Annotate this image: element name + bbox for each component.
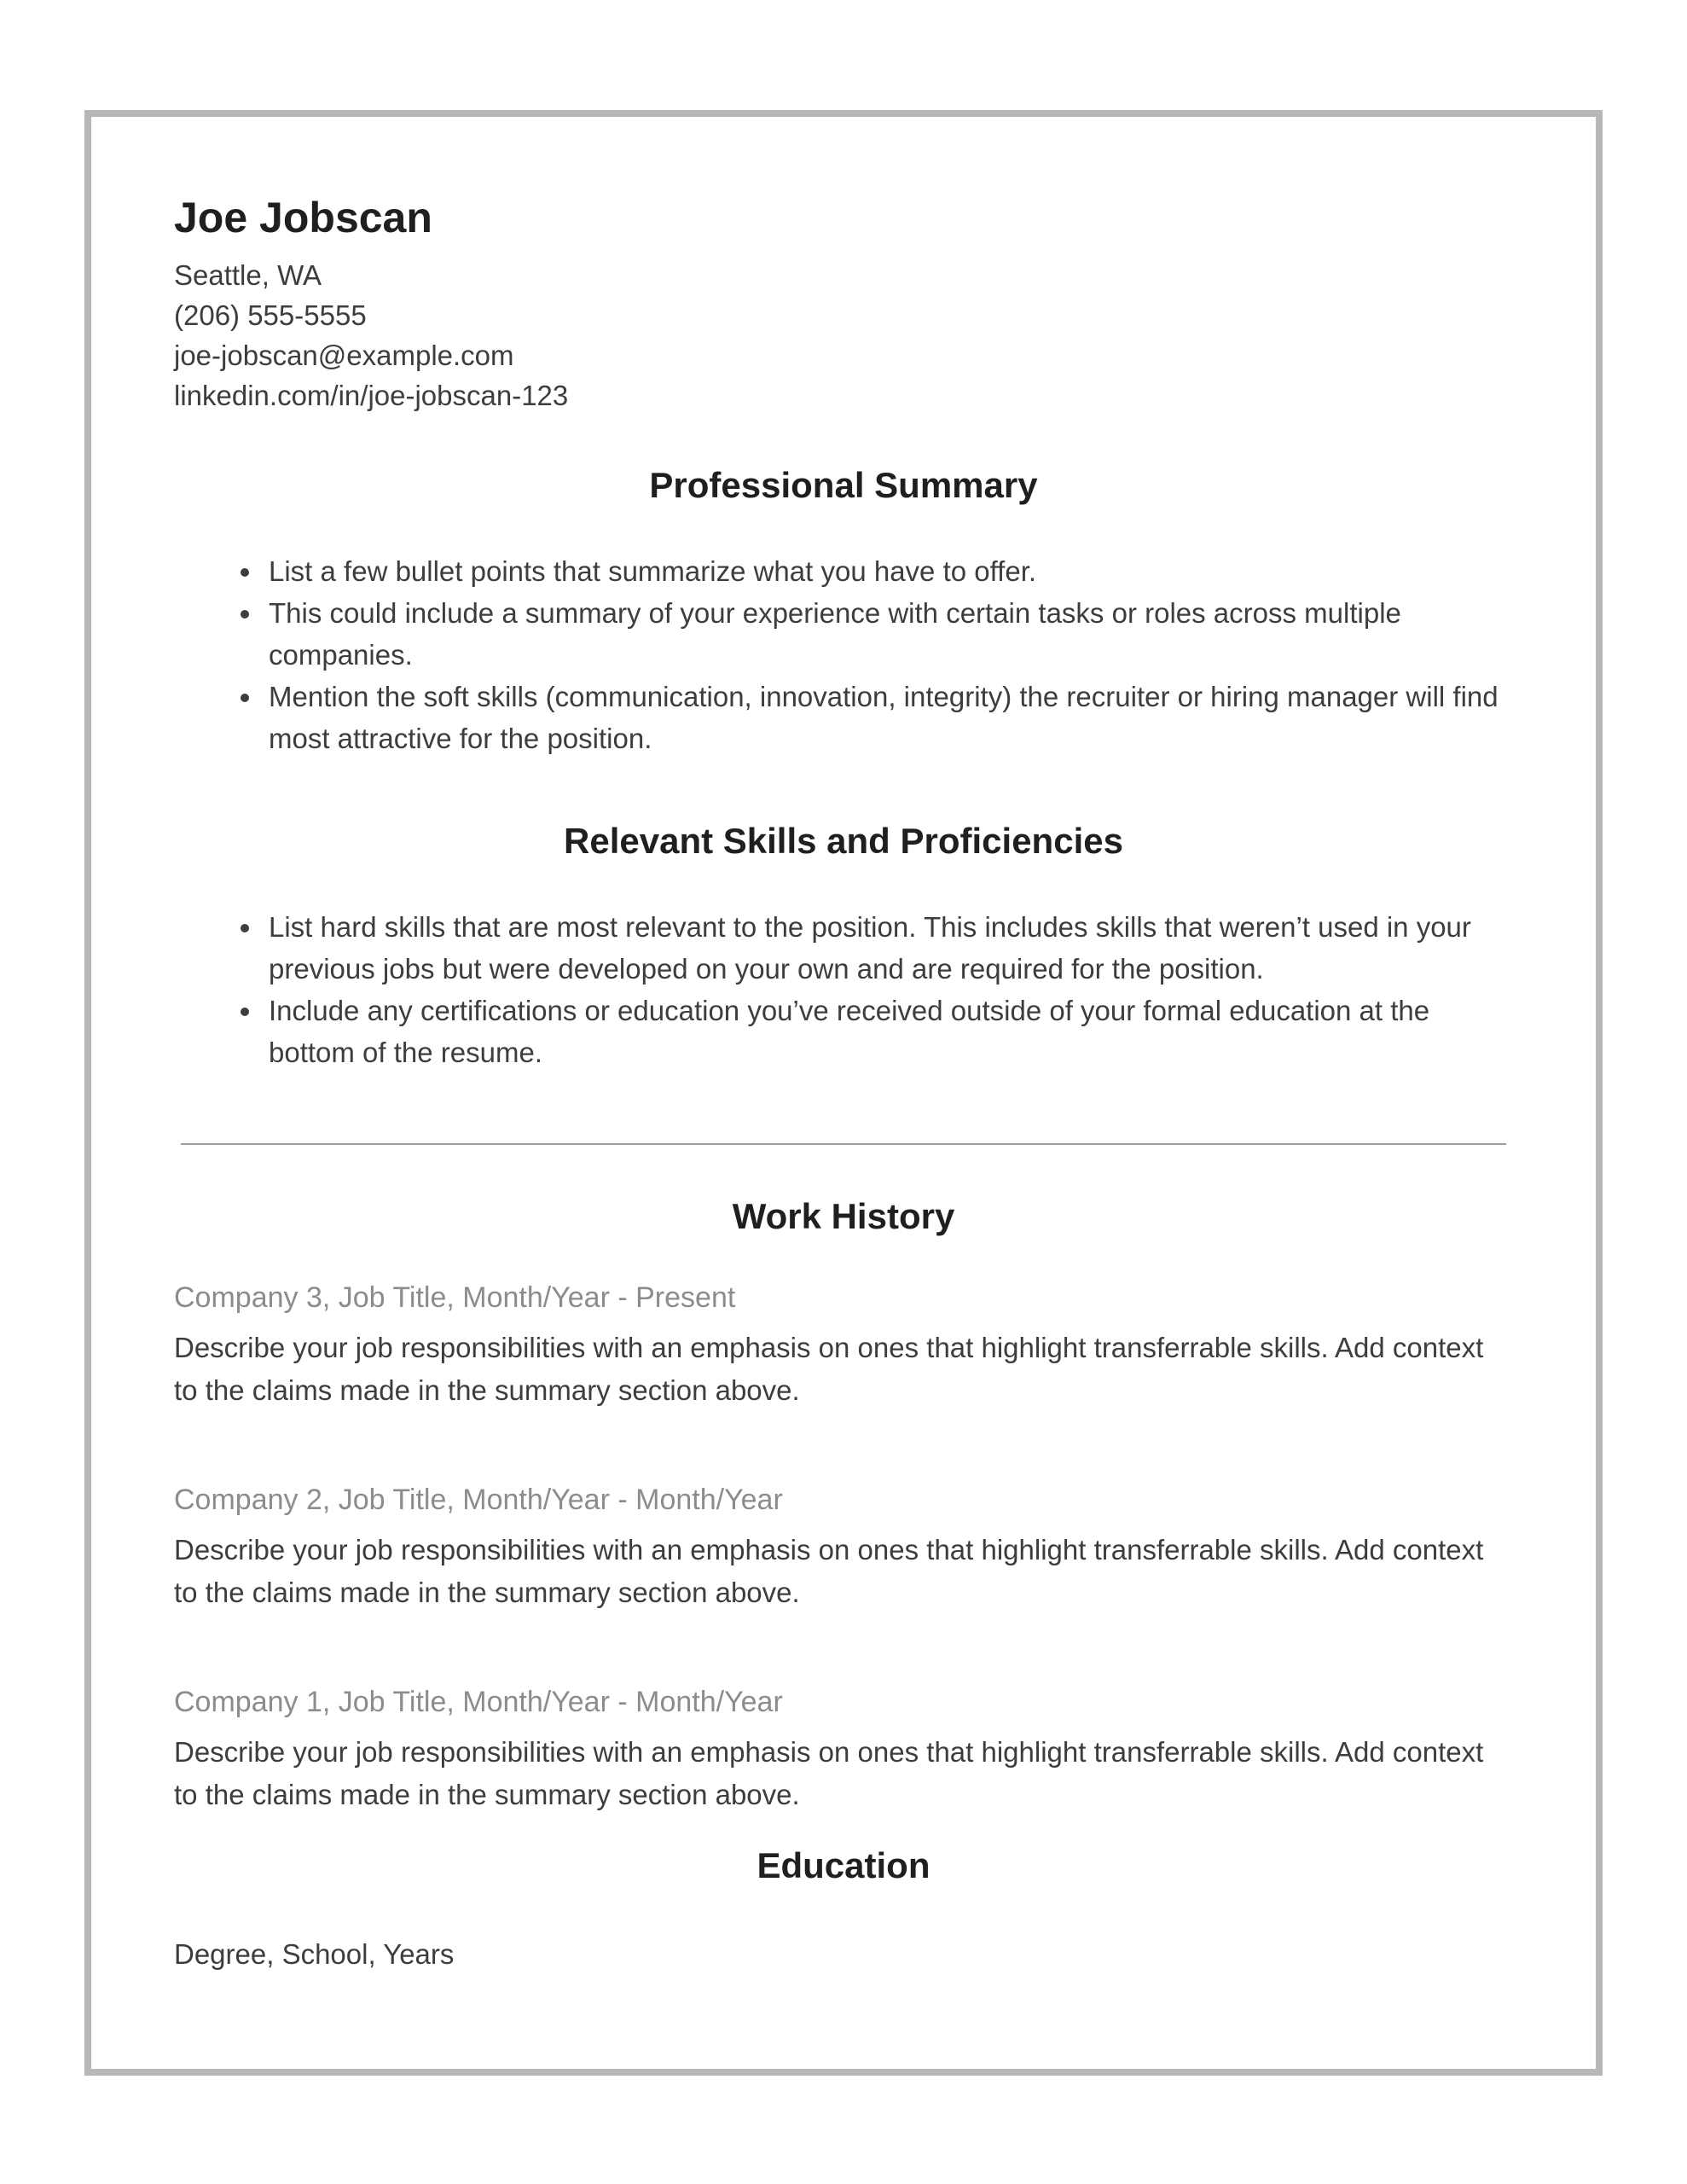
summary-bullet: • This could include a summary of your experience with certain tasks or roles across multiple companies. bbox=[264, 592, 1513, 676]
section-divider bbox=[181, 1143, 1506, 1145]
contact-email: joe-jobscan@example.com bbox=[174, 340, 514, 371]
work-entry bbox=[174, 1484, 1513, 1614]
skills-bullet: • List hard skills that are most relevant to the position. This includes skills that weren’t used in your previous jobs but were developed on your own and are required for the position. bbox=[264, 906, 1513, 990]
work-entry-heading: Company 1, Job Title, Month/Year - Month/Year bbox=[174, 1686, 783, 1718]
work-entry-description: Describe your job responsibilities with an emphasis on ones that highlight transferrable skills. Add context to the claims made in the summary section above. bbox=[174, 1736, 1484, 1810]
summary-bullet: • List a few bullet points that summarize what you have to offer. bbox=[264, 550, 1513, 592]
work-entry-heading: Company 3, Job Title, Month/Year - Present bbox=[174, 1281, 736, 1314]
work-entry-description: Describe your job responsibilities with an emphasis on ones that highlight transferrable skills. Add context to the claims made in the summary section above. bbox=[174, 1534, 1484, 1608]
contact-phone: (206) 555-5555 bbox=[174, 299, 367, 331]
education-item: Degree, School, Years bbox=[174, 1938, 455, 1970]
professional-summary-title: Professional Summary bbox=[649, 465, 1038, 505]
section-education bbox=[174, 1845, 1513, 1974]
section-work-history bbox=[174, 1196, 1513, 1816]
relevant-skills-title: Relevant Skills and Proficiencies bbox=[564, 821, 1123, 861]
resume-header bbox=[174, 192, 1513, 415]
section-professional-summary bbox=[174, 465, 1513, 759]
summary-bullet: • Mention the soft skills (communication, innovation, integrity) the recruiter or hiring manager will find most attractive for the position. bbox=[264, 676, 1513, 759]
contact-location: Seattle, WA bbox=[174, 259, 322, 291]
work-history-entries bbox=[174, 1281, 1513, 1816]
work-entry-heading: Company 2, Job Title, Month/Year - Month/Year bbox=[174, 1484, 783, 1516]
professional-summary-list bbox=[174, 550, 1513, 759]
skills-bullet: • Include any certifications or education you’ve received outside of your formal education at the bottom of the resume. bbox=[264, 990, 1513, 1073]
section-relevant-skills bbox=[174, 821, 1513, 1073]
resume-page bbox=[84, 110, 1603, 2076]
candidate-name: Joe Jobscan bbox=[174, 194, 432, 241]
work-history-title: Work History bbox=[732, 1196, 955, 1236]
work-entry-description: Describe your job responsibilities with an emphasis on ones that highlight transferrable skills. Add context to the claims made in the summary section above. bbox=[174, 1332, 1484, 1406]
work-entry bbox=[174, 1686, 1513, 1816]
work-entry bbox=[174, 1281, 1513, 1412]
education-title: Education bbox=[757, 1845, 930, 1885]
relevant-skills-list bbox=[174, 906, 1513, 1073]
contact-linkedin: linkedin.com/in/joe-jobscan-123 bbox=[174, 380, 569, 411]
